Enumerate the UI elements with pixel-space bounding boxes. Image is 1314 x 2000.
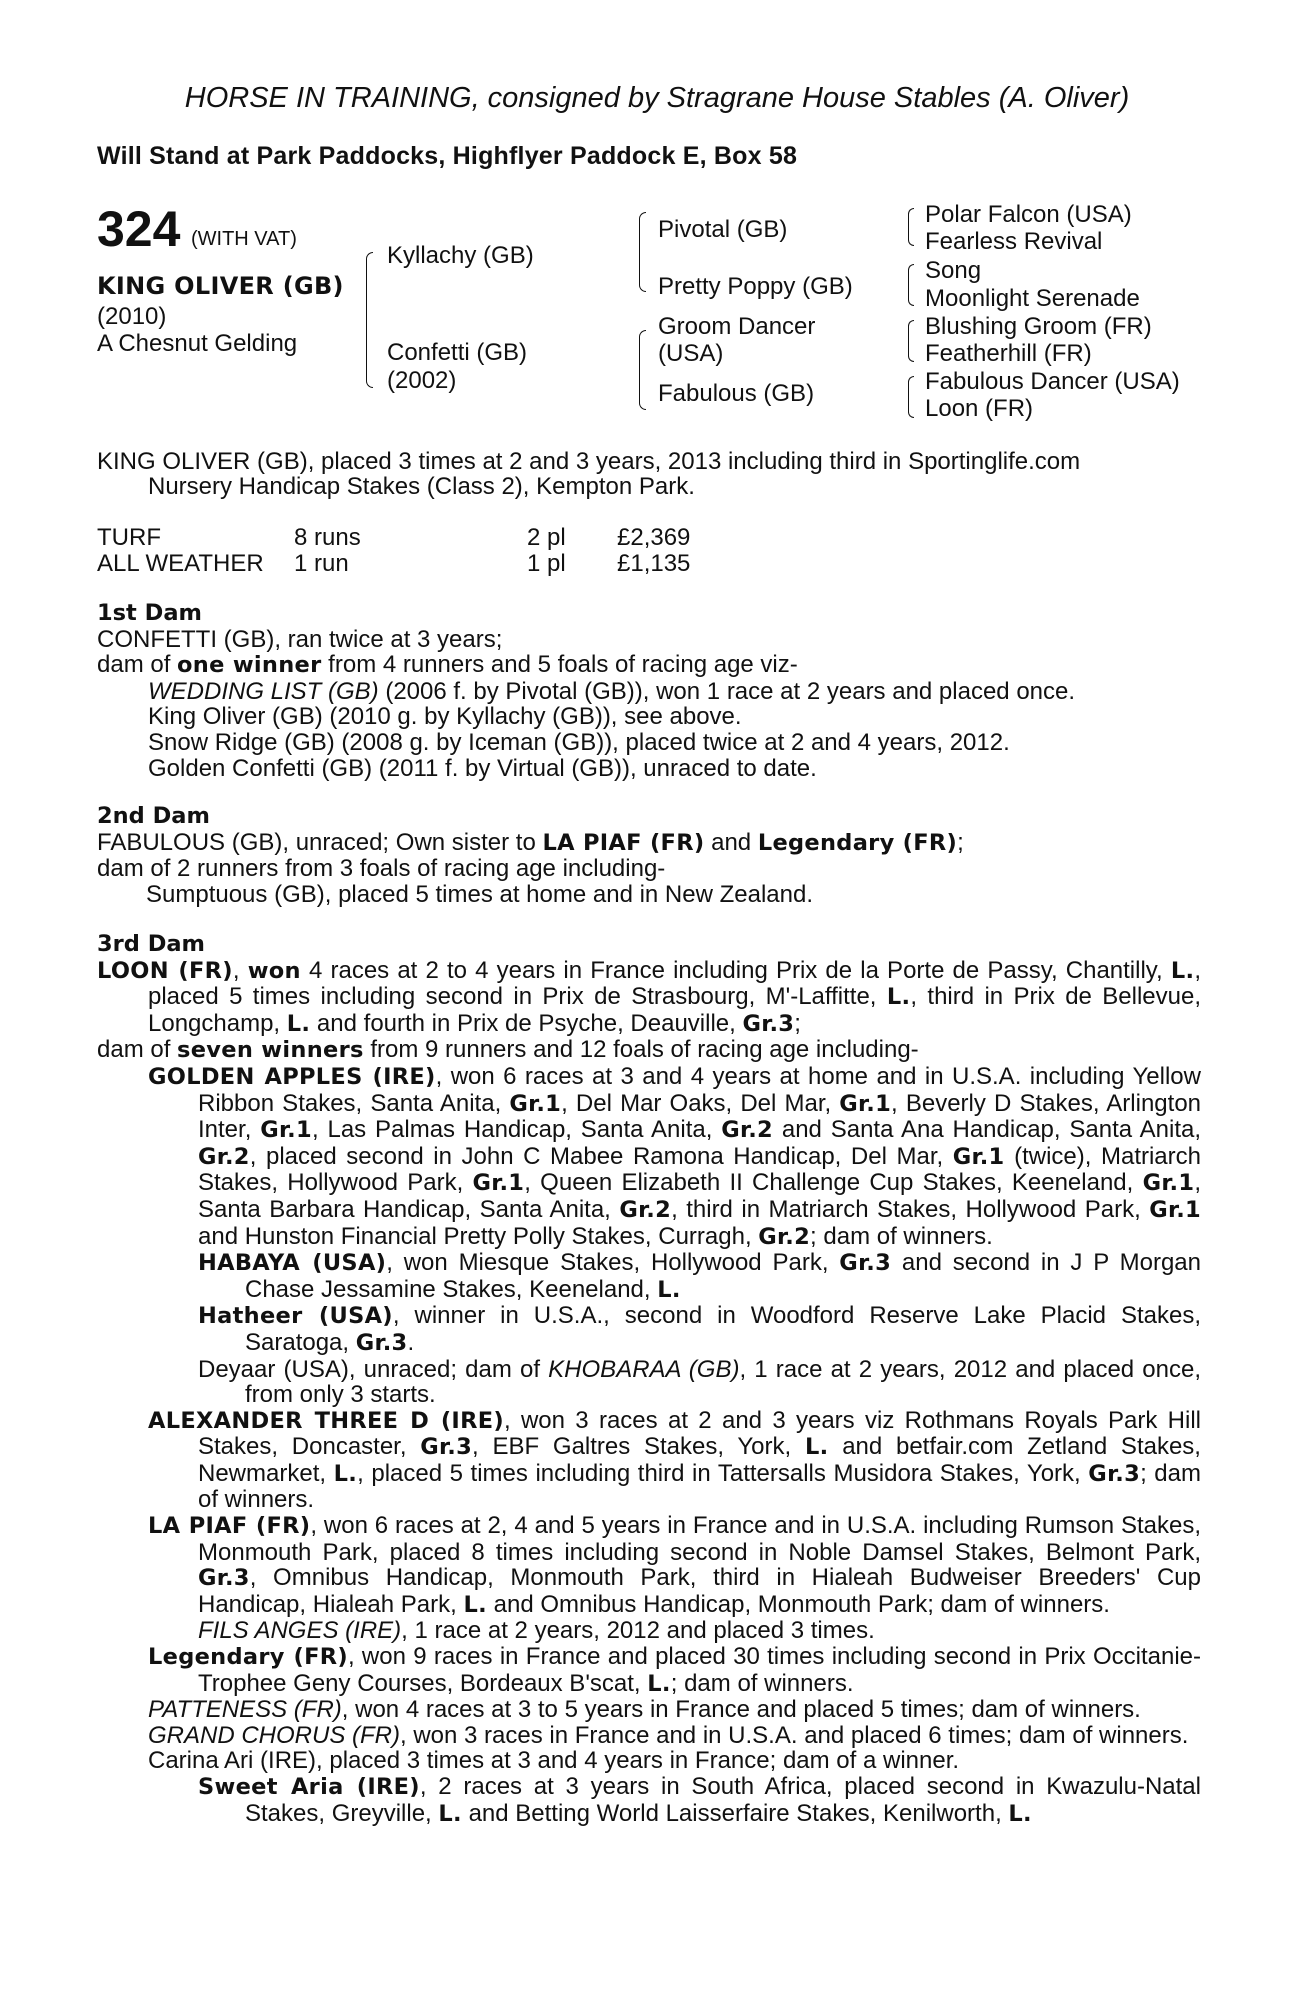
third-dam-heading: 3rd Dam: [97, 931, 205, 957]
ggp-2: Fearless Revival: [925, 228, 1103, 255]
produce-item: Snow Ridge (GB) (2008 g. by Iceman (GB)), placed twice at 2 and 4 years, 2012.: [148, 728, 1010, 756]
produce-item: Sumptuous (GB), placed 5 times at home and in New Zealand.: [146, 880, 814, 908]
stand-location: Will Stand at Park Paddocks, Highflyer Paddock E, Box 58: [97, 142, 798, 170]
pedigree-brace-dam: [639, 330, 646, 410]
produce-item: HABAYA (USA), won Miesque Stakes, Hollywood Park, Gr.3 and second in J P Morgan Chase Jessamine Stakes, Keeneland, L.: [198, 1249, 1201, 1303]
record-runs: 1 run: [294, 550, 349, 577]
first-dam-produce-intro: dam of one winner from 4 runners and 5 foals of racing age viz-: [97, 651, 798, 679]
horse-description: A Chesnut Gelding: [97, 330, 298, 357]
sire-sire-name: Pivotal (GB): [658, 216, 788, 243]
lot-number: 324: [97, 201, 181, 257]
ggp-1: Polar Falcon (USA): [925, 201, 1132, 228]
third-dam-line: LOON (FR), won 4 races at 2 to 4 years in France including Prix de la Porte de Passy, Chantilly, L., placed 5 times including second in Prix de Strasbourg, M'-Laffitte, L., third in Prix de Bellevue, Longchamp, L. and fourth in Prix de Psyche, Deauville, Gr.3;: [97, 956, 1201, 1037]
sire-dam-name: Pretty Poppy (GB): [658, 273, 853, 300]
ggp-4: Moonlight Serenade: [925, 285, 1140, 312]
sire-name: Kyllachy (GB): [387, 242, 534, 269]
second-dam-section: [97, 804, 1201, 907]
pedigree-brace-g2: [908, 264, 914, 306]
second-dam-line: FABULOUS (GB), unraced; Own sister to LA PIAF (FR) and Legendary (FR);: [97, 828, 964, 856]
record-earnings: £2,369: [617, 524, 691, 551]
horse-name: KING OLIVER (GB): [97, 272, 344, 300]
pedigree-brace-g1: [908, 208, 914, 246]
summary-line-1: KING OLIVER (GB), placed 3 times at 2 and 3 years, 2013 including third in Sportinglife.com: [97, 448, 1081, 475]
record-placed: 2 pl: [527, 524, 566, 551]
second-dam-heading: 2nd Dam: [97, 803, 210, 829]
produce-item: Hatheer (USA), winner in U.S.A., second in Woodford Reserve Lake Placid Stakes, Saratoga, Gr.3.: [198, 1302, 1202, 1356]
record-placed: 1 pl: [527, 550, 566, 577]
dam-sire-name: Groom Dancer: [658, 313, 816, 340]
produce-item: Golden Confetti (GB) (2011 f. by Virtual (GB)), unraced to date.: [148, 754, 817, 782]
ggp-8: Loon (FR): [925, 395, 1034, 422]
produce-item: ALEXANDER THREE D (IRE), won 3 races at 2 and 3 years viz Rothmans Royals Park Hill Stakes, Doncaster, Gr.3, EBF Galtres Stakes, York, L. and betfair.com Zetland Stakes, Newmarket, L., placed 5 times including third in Tattersalls Musidora Stakes, York, Gr.3; dam of winners.: [148, 1406, 1201, 1514]
record-earnings: £1,135: [617, 550, 691, 577]
second-dam-produce-intro: dam of 2 runners from 3 foals of racing age including-: [97, 855, 666, 883]
first-dam-heading: 1st Dam: [97, 600, 202, 626]
horse-year: (2010): [97, 303, 167, 330]
pedigree-brace-sire: [639, 212, 646, 292]
produce-item: Carina Ari (IRE), placed 3 times at 3 and 4 years in France; dam of a winner.: [148, 1747, 960, 1775]
produce-item: Legendary (FR), won 9 races in France and placed 30 times including second in Prix Occitanie-Trophee Geny Courses, Bordeaux B'scat, L.; dam of winners.: [148, 1643, 1202, 1697]
first-dam-line: CONFETTI (GB), ran twice at 3 years;: [97, 625, 503, 653]
ggp-6: Featherhill (FR): [925, 340, 1092, 367]
dam-sire-name-2: (USA): [658, 340, 724, 367]
dam-name: Confetti (GB): [387, 339, 528, 366]
record-surface: ALL WEATHER: [97, 550, 264, 577]
vat-label: (WITH VAT): [191, 228, 297, 250]
pedigree-brace-g4: [908, 376, 914, 418]
produce-item: GRAND CHORUS (FR), won 3 races in France and in U.S.A. and placed 6 times; dam of winners.: [148, 1721, 1189, 1749]
page-title: HORSE IN TRAINING, consigned by Stragrane House Stables (A. Oliver): [184, 82, 1130, 114]
produce-item: WEDDING LIST (GB) (2006 f. by Pivotal (GB)), won 1 race at 2 years and placed once.: [148, 677, 1076, 705]
dam-dam-name: Fabulous (GB): [658, 380, 815, 407]
ggp-5: Blushing Groom (FR): [925, 313, 1152, 340]
produce-item: King Oliver (GB) (2010 g. by Kyllachy (GB)), see above.: [148, 703, 742, 731]
pedigree-brace-g3: [908, 320, 914, 362]
ggp-3: Song: [925, 257, 982, 284]
produce-item: FILS ANGES (IRE), 1 race at 2 years, 2012 and placed 3 times.: [198, 1617, 875, 1645]
produce-item: PATTENESS (FR), won 4 races at 3 to 5 years in France and placed 5 times; dam of winners.: [148, 1696, 1141, 1724]
third-dam-section: [97, 932, 1201, 1827]
produce-item: Deyaar (USA), unraced; dam of KHOBARAA (GB), 1 race at 2 years, 2012 and placed once, from only 3 starts.: [198, 1355, 1201, 1409]
record-runs: 8 runs: [294, 524, 361, 551]
produce-item: Sweet Aria (IRE), 2 races at 3 years in South Africa, placed second in Kwazulu-Natal Stakes, Greyville, L. and Betting World Laisserfaire Stakes, Kenilworth, L.: [198, 1773, 1201, 1827]
first-dam-section: [97, 601, 1201, 781]
pedigree-brace-main: [366, 252, 373, 388]
summary-line-2: Nursery Handicap Stakes (Class 2), Kempton Park.: [148, 473, 695, 500]
produce-item: GOLDEN APPLES (IRE), won 6 races at 3 and 4 years at home and in U.S.A. including Yellow Ribbon Stakes, Santa Anita, Gr.1, Del Mar Oaks, Del Mar, Gr.1, Beverly D Stakes, Arlington Inter, Gr.1, Las Palmas Handicap, Santa Anita, Gr.2 and Santa Ana Handicap, Santa Anita, Gr.2, placed second in John C Mabee Ramona Handicap, Del Mar, Gr.1 (twice), Matriarch Stakes, Hollywood Park, Gr.1, Queen Elizabeth II Challenge Cup Stakes, Keeneland, Gr.1, Santa Barbara Handicap, Santa Anita, Gr.2, third in Matriarch Stakes, Hollywood Park, Gr.1 and Hunston Financial Pretty Polly Stakes, Curragh, Gr.2; dam of winners.: [148, 1062, 1202, 1250]
produce-item: LA PIAF (FR), won 6 races at 2, 4 and 5 years in France and in U.S.A. including Rumson Stakes, Monmouth Park, placed 8 times including second in Noble Damsel Stakes, Belmont Park, Gr.3, Omnibus Handicap, Monmouth Park, third in Hialeah Budweiser Breeders' Cup Handicap, Hialeah Park, L. and Omnibus Handicap, Monmouth Park; dam of winners.: [148, 1512, 1201, 1618]
third-dam-produce-intro: dam of seven winners from 9 runners and 12 foals of racing age including-: [97, 1036, 919, 1064]
ggp-7: Fabulous Dancer (USA): [925, 368, 1180, 395]
record-surface: TURF: [97, 524, 161, 551]
dam-year: (2002): [387, 367, 457, 394]
